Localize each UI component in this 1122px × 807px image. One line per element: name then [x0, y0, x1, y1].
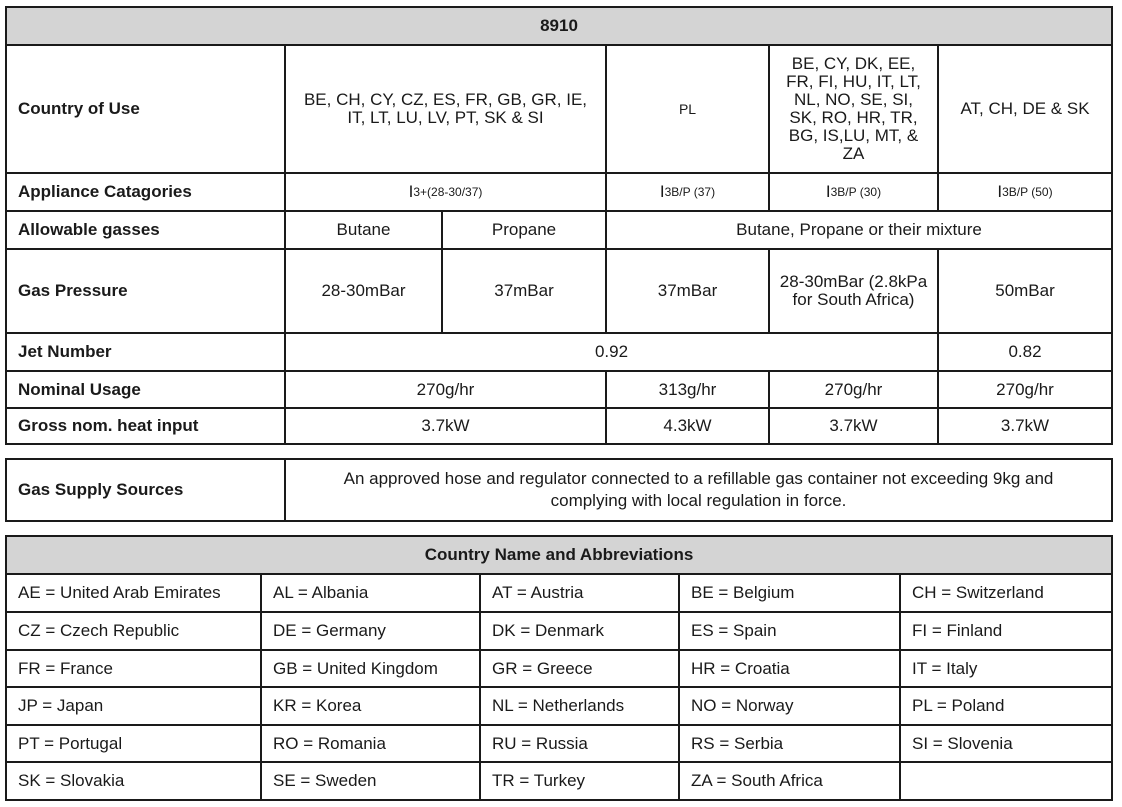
country-of-use-col4: AT, CH, DE & SK [939, 46, 1111, 174]
country-cell: HR = Croatia [680, 651, 901, 688]
label-gross-heat-input: Gross nom. heat input [7, 409, 286, 443]
country-cell: NO = Norway [680, 688, 901, 726]
appliance-category-col4: I 3B/P (50) [939, 174, 1111, 212]
country-cell: AE = United Arab Emirates [7, 575, 262, 613]
gross-heat-input-col2: 4.3kW [607, 409, 770, 443]
gross-heat-input-col1: 3.7kW [286, 409, 607, 443]
country-cell: CH = Switzerland [901, 575, 1111, 613]
gas-supply-text: An approved hose and regulator connected to a refillable gas container not exceeding 9kg and complying with local regulation in force. [343, 469, 1054, 510]
country-cell: CZ = Czech Republic [7, 613, 262, 651]
nominal-usage-col4: 270g/hr [939, 372, 1111, 409]
country-of-use-col3: BE, CY, DK, EE, FR, FI, HU, IT, LT, NL, NO, SE, SI, SK, RO, HR, TR, BG, IS,LU, MT, & ZA [770, 46, 939, 174]
gas-pressure-pl: 37mBar [607, 250, 770, 334]
country-cell: BE = Belgium [680, 575, 901, 613]
country-cell: JP = Japan [7, 688, 262, 726]
allowable-gas-mixture: Butane, Propane or their mixture [607, 212, 1111, 250]
label-appliance-categories: Appliance Catagories [7, 174, 286, 212]
appliance-category-col1: I 3+(28-30/37) [286, 174, 607, 212]
country-table [5, 535, 1113, 801]
country-cell: TR = Turkey [481, 763, 680, 799]
country-cell: FR = France [7, 651, 262, 688]
label-allowable-gasses: Allowable gasses [7, 212, 286, 250]
allowable-gas-butane: Butane [286, 212, 443, 250]
country-cell: SI = Slovenia [901, 726, 1111, 763]
jet-number-main: 0.92 [286, 334, 939, 372]
gas-pressure-butane: 28-30mBar [286, 250, 443, 334]
jet-number-col4: 0.82 [939, 334, 1111, 372]
country-cell: SE = Sweden [262, 763, 481, 799]
country-cell: PL = Poland [901, 688, 1111, 726]
nominal-usage-col2: 313g/hr [607, 372, 770, 409]
gas-pressure-propane: 37mBar [443, 250, 607, 334]
country-cell: AL = Albania [262, 575, 481, 613]
country-cell: RO = Romania [262, 726, 481, 763]
country-cell: AT = Austria [481, 575, 680, 613]
country-cell: GR = Greece [481, 651, 680, 688]
country-cell: DE = Germany [262, 613, 481, 651]
gas-pressure-col4: 50mBar [939, 250, 1111, 334]
country-cell: IT = Italy [901, 651, 1111, 688]
label-jet-number: Jet Number [7, 334, 286, 372]
country-of-use-col2: PL [607, 46, 770, 174]
allowable-gas-propane: Propane [443, 212, 607, 250]
country-cell: PT = Portugal [7, 726, 262, 763]
gross-heat-input-col4: 3.7kW [1000, 416, 1050, 435]
country-cell: NL = Netherlands [481, 688, 680, 726]
nominal-usage-col3: 270g/hr [770, 372, 939, 409]
spec-table [5, 6, 1113, 445]
spec-table-title: 8910 [7, 8, 1111, 46]
label-gas-pressure: Gas Pressure [7, 250, 286, 334]
gross-heat-input-col3: 3.7kW [770, 409, 939, 443]
country-cell: KR = Korea [262, 688, 481, 726]
country-cell: FI = Finland [901, 613, 1111, 651]
country-cell: SK = Slovakia [7, 763, 262, 799]
country-table-title: Country Name and Abbreviations [7, 537, 1111, 575]
nominal-usage-col1: 270g/hr [286, 372, 607, 409]
country-cell: ZA = South Africa [680, 763, 901, 799]
gas-pressure-col3: 28-30mBar (2.8kPa for South Africa) [770, 250, 939, 334]
country-cell: GB = United Kingdom [262, 651, 481, 688]
appliance-category-col2: I 3B/P (37) [607, 174, 770, 212]
gas-supply-table [5, 458, 1113, 522]
country-cell: ES = Spain [680, 613, 901, 651]
country-cell: RU = Russia [481, 726, 680, 763]
country-of-use-col1: BE, CH, CY, CZ, ES, FR, GB, GR, IE, IT, LT, LU, LV, PT, SK & SI [286, 46, 607, 174]
label-gas-supply-sources: Gas Supply Sources [7, 460, 286, 520]
country-cell: RS = Serbia [680, 726, 901, 763]
label-country-of-use: Country of Use [7, 46, 286, 174]
country-cell: DK = Denmark [481, 613, 680, 651]
label-nominal-usage: Nominal Usage [7, 372, 286, 409]
appliance-category-col3: I 3B/P (30) [770, 174, 939, 212]
